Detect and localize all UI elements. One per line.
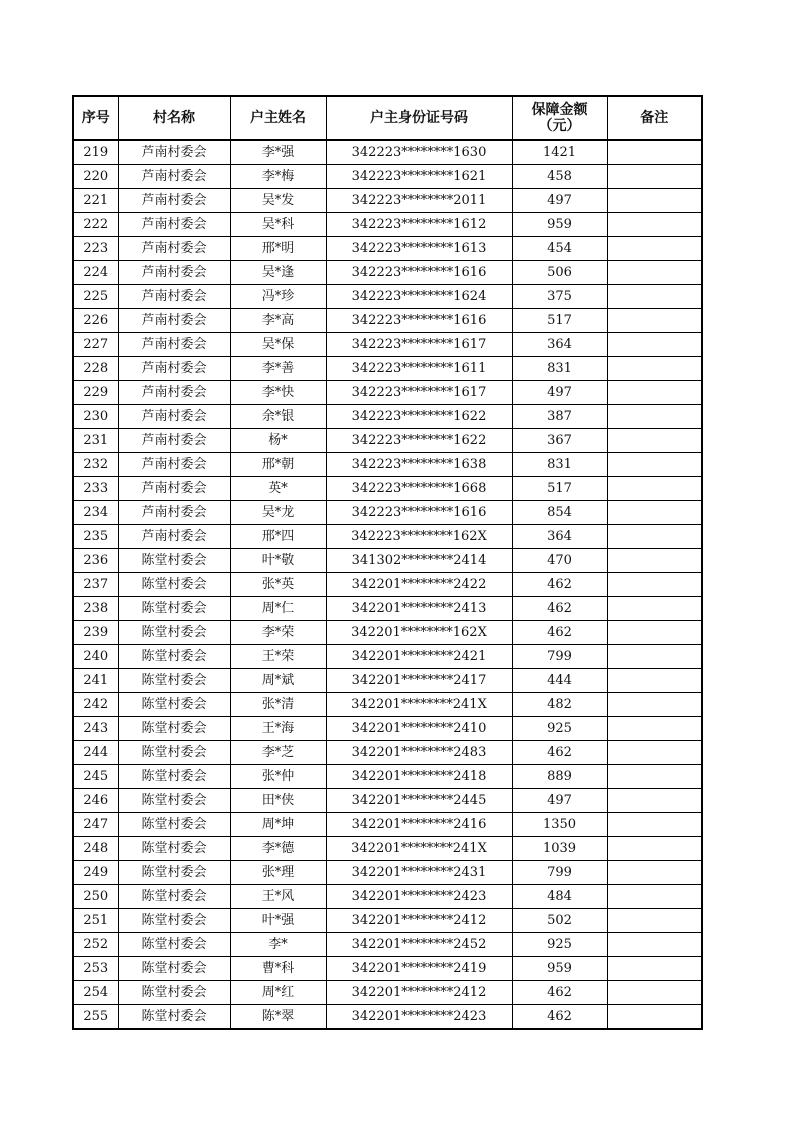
cell-householder: 王*风 [230,885,326,909]
cell-householder: 王*海 [230,717,326,741]
cell-id-number: 342223********1616 [326,261,512,285]
cell-amount: 497 [512,189,607,213]
table-row [73,381,702,405]
cell-householder: 李*善 [230,357,326,381]
cell-amount: 470 [512,549,607,573]
table-row [73,693,702,717]
cell-id-number: 342201********2410 [326,717,512,741]
table-header [73,96,702,140]
cell-seq: 240 [73,645,118,669]
header-remarks: 备注 [607,96,702,140]
cell-id-number: 342201********2452 [326,933,512,957]
cell-id-number: 342201********162X [326,621,512,645]
cell-remark [607,645,702,669]
cell-householder: 吴*龙 [230,501,326,525]
cell-village: 芦南村委会 [118,140,230,165]
cell-householder: 周*红 [230,981,326,1005]
cell-amount: 454 [512,237,607,261]
table-row [73,645,702,669]
cell-id-number: 342201********2419 [326,957,512,981]
cell-amount: 517 [512,309,607,333]
cell-village: 芦南村委会 [118,381,230,405]
cell-amount: 458 [512,165,607,189]
cell-village: 陈堂村委会 [118,645,230,669]
table-row [73,285,702,309]
cell-householder: 叶*强 [230,909,326,933]
cell-amount: 462 [512,597,607,621]
table-row [73,885,702,909]
cell-id-number: 342223********1638 [326,453,512,477]
cell-householder: 李*快 [230,381,326,405]
cell-amount: 506 [512,261,607,285]
cell-village: 芦南村委会 [118,477,230,501]
cell-village: 陈堂村委会 [118,933,230,957]
subsidy-roster-table [72,95,703,1030]
table-row [73,549,702,573]
cell-id-number: 342201********2431 [326,861,512,885]
cell-remark [607,429,702,453]
cell-id-number: 342201********2418 [326,765,512,789]
cell-id-number: 342223********1616 [326,501,512,525]
cell-village: 陈堂村委会 [118,909,230,933]
cell-remark [607,453,702,477]
header-amount [512,96,607,140]
cell-amount: 497 [512,789,607,813]
table-row [73,429,702,453]
cell-village: 芦南村委会 [118,453,230,477]
cell-seq: 230 [73,405,118,429]
cell-seq: 223 [73,237,118,261]
cell-seq: 233 [73,477,118,501]
cell-village: 芦南村委会 [118,429,230,453]
cell-seq: 243 [73,717,118,741]
cell-seq: 229 [73,381,118,405]
cell-seq: 231 [73,429,118,453]
table-row [73,621,702,645]
cell-amount: 959 [512,957,607,981]
cell-householder: 张*理 [230,861,326,885]
table-row [73,717,702,741]
cell-village: 芦南村委会 [118,333,230,357]
cell-id-number: 342223********1612 [326,213,512,237]
cell-remark [607,765,702,789]
cell-id-number: 342223********1630 [326,140,512,165]
cell-id-number: 342223********1622 [326,429,512,453]
cell-amount: 1350 [512,813,607,837]
cell-remark [607,549,702,573]
cell-village: 陈堂村委会 [118,765,230,789]
cell-householder: 田*侠 [230,789,326,813]
cell-seq: 232 [73,453,118,477]
cell-village: 芦南村委会 [118,501,230,525]
table-row [73,789,702,813]
cell-remark [607,285,702,309]
cell-householder: 李*梅 [230,165,326,189]
cell-remark [607,357,702,381]
cell-remark [607,261,702,285]
cell-seq: 249 [73,861,118,885]
cell-remark [607,981,702,1005]
table-row [73,813,702,837]
cell-amount: 444 [512,669,607,693]
cell-village: 芦南村委会 [118,357,230,381]
cell-id-number: 342223********162X [326,525,512,549]
cell-remark [607,813,702,837]
cell-village: 陈堂村委会 [118,957,230,981]
cell-village: 陈堂村委会 [118,1005,230,1030]
table-row [73,405,702,429]
cell-id-number: 342201********2421 [326,645,512,669]
cell-remark [607,837,702,861]
cell-remark [607,501,702,525]
cell-remark [607,693,702,717]
cell-village: 陈堂村委会 [118,693,230,717]
cell-seq: 219 [73,140,118,165]
cell-amount: 462 [512,621,607,645]
cell-amount: 925 [512,717,607,741]
cell-village: 陈堂村委会 [118,837,230,861]
table-row [73,477,702,501]
cell-amount: 462 [512,741,607,765]
cell-amount: 831 [512,357,607,381]
table-row [73,213,702,237]
table-row [73,741,702,765]
cell-householder: 王*荣 [230,645,326,669]
cell-householder: 张*清 [230,693,326,717]
cell-householder: 冯*珍 [230,285,326,309]
cell-seq: 228 [73,357,118,381]
table-row [73,357,702,381]
cell-village: 芦南村委会 [118,237,230,261]
cell-village: 陈堂村委会 [118,981,230,1005]
cell-remark [607,621,702,645]
cell-amount: 497 [512,381,607,405]
table-row [73,501,702,525]
cell-householder: 张*仲 [230,765,326,789]
cell-seq: 246 [73,789,118,813]
cell-village: 陈堂村委会 [118,813,230,837]
cell-seq: 248 [73,837,118,861]
table-row [73,261,702,285]
cell-village: 陈堂村委会 [118,789,230,813]
cell-householder: 杨* [230,429,326,453]
cell-seq: 222 [73,213,118,237]
cell-village: 芦南村委会 [118,405,230,429]
cell-amount: 799 [512,645,607,669]
cell-remark [607,405,702,429]
cell-seq: 224 [73,261,118,285]
cell-remark [607,140,702,165]
cell-village: 陈堂村委会 [118,549,230,573]
cell-seq: 255 [73,1005,118,1030]
cell-amount: 462 [512,573,607,597]
header-row [73,96,702,140]
cell-amount: 831 [512,453,607,477]
cell-village: 芦南村委会 [118,213,230,237]
cell-seq: 220 [73,165,118,189]
table-row [73,453,702,477]
cell-remark [607,165,702,189]
header-householder: 户主姓名 [230,96,326,140]
cell-village: 芦南村委会 [118,285,230,309]
table-row [73,837,702,861]
cell-amount: 364 [512,333,607,357]
cell-amount: 854 [512,501,607,525]
table-row [73,573,702,597]
cell-seq: 225 [73,285,118,309]
cell-householder: 李*高 [230,309,326,333]
header-id-number: 户主身份证号码 [326,96,512,140]
header-village: 村名称 [118,96,230,140]
cell-remark [607,381,702,405]
table-body [73,140,702,1029]
cell-id-number: 342223********1624 [326,285,512,309]
table-row [73,669,702,693]
cell-remark [607,861,702,885]
cell-householder: 李* [230,933,326,957]
table-row [73,333,702,357]
table-row [73,525,702,549]
cell-householder: 叶*敬 [230,549,326,573]
cell-id-number: 342223********1668 [326,477,512,501]
cell-householder: 周*坤 [230,813,326,837]
table-row [73,189,702,213]
cell-village: 芦南村委会 [118,309,230,333]
cell-seq: 252 [73,933,118,957]
cell-amount: 367 [512,429,607,453]
cell-amount: 375 [512,285,607,309]
cell-id-number: 342223********1611 [326,357,512,381]
cell-remark [607,189,702,213]
cell-village: 芦南村委会 [118,189,230,213]
table-row [73,933,702,957]
cell-seq: 253 [73,957,118,981]
cell-id-number: 342201********2423 [326,1005,512,1030]
cell-householder: 周*仁 [230,597,326,621]
cell-amount: 1421 [512,140,607,165]
cell-householder: 余*银 [230,405,326,429]
cell-remark [607,957,702,981]
table-row [73,140,702,165]
cell-amount: 799 [512,861,607,885]
cell-seq: 247 [73,813,118,837]
cell-amount: 889 [512,765,607,789]
cell-village: 芦南村委会 [118,261,230,285]
cell-remark [607,885,702,909]
cell-id-number: 342201********2412 [326,981,512,1005]
table-row [73,861,702,885]
table-row [73,909,702,933]
cell-remark [607,1005,702,1030]
cell-remark [607,477,702,501]
cell-amount: 364 [512,525,607,549]
cell-amount: 387 [512,405,607,429]
table-row [73,237,702,261]
cell-householder: 陈*翠 [230,1005,326,1030]
cell-id-number: 342223********1617 [326,333,512,357]
cell-remark [607,573,702,597]
cell-householder: 吴*科 [230,213,326,237]
cell-amount: 482 [512,693,607,717]
cell-amount: 502 [512,909,607,933]
cell-remark [607,933,702,957]
cell-village: 芦南村委会 [118,165,230,189]
cell-id-number: 342201********2423 [326,885,512,909]
header-seq: 序号 [73,96,118,140]
cell-seq: 235 [73,525,118,549]
cell-village: 陈堂村委会 [118,717,230,741]
table-row [73,1005,702,1030]
cell-village: 陈堂村委会 [118,885,230,909]
cell-remark [607,309,702,333]
cell-remark [607,213,702,237]
cell-amount: 462 [512,1005,607,1030]
table-row [73,165,702,189]
cell-seq: 245 [73,765,118,789]
cell-amount: 1039 [512,837,607,861]
cell-remark [607,237,702,261]
cell-householder: 邢*明 [230,237,326,261]
cell-id-number: 342201********2422 [326,573,512,597]
cell-seq: 221 [73,189,118,213]
cell-seq: 251 [73,909,118,933]
cell-id-number: 342201********2483 [326,741,512,765]
cell-village: 陈堂村委会 [118,573,230,597]
cell-householder: 李*芝 [230,741,326,765]
cell-village: 芦南村委会 [118,525,230,549]
cell-seq: 238 [73,597,118,621]
cell-remark [607,909,702,933]
cell-householder: 吴*发 [230,189,326,213]
cell-householder: 吴*逢 [230,261,326,285]
cell-seq: 237 [73,573,118,597]
cell-seq: 227 [73,333,118,357]
cell-amount: 462 [512,981,607,1005]
cell-village: 陈堂村委会 [118,597,230,621]
cell-id-number: 341302********2414 [326,549,512,573]
table-row [73,957,702,981]
table-row [73,765,702,789]
cell-id-number: 342223********1621 [326,165,512,189]
cell-id-number: 342201********241X [326,837,512,861]
cell-village: 陈堂村委会 [118,861,230,885]
cell-amount: 959 [512,213,607,237]
cell-id-number: 342201********2445 [326,789,512,813]
cell-amount: 925 [512,933,607,957]
cell-id-number: 342223********1616 [326,309,512,333]
cell-amount: 484 [512,885,607,909]
cell-remark [607,741,702,765]
cell-id-number: 342201********2417 [326,669,512,693]
cell-village: 陈堂村委会 [118,741,230,765]
header-amount-line2: （元） [538,118,581,134]
cell-village: 陈堂村委会 [118,621,230,645]
table-row [73,597,702,621]
cell-seq: 239 [73,621,118,645]
cell-remark [607,597,702,621]
cell-id-number: 342201********2416 [326,813,512,837]
table-row [73,309,702,333]
cell-seq: 234 [73,501,118,525]
cell-amount: 517 [512,477,607,501]
cell-householder: 李*荣 [230,621,326,645]
cell-remark [607,525,702,549]
cell-remark [607,333,702,357]
cell-householder: 李*德 [230,837,326,861]
cell-householder: 英* [230,477,326,501]
cell-id-number: 342201********241X [326,693,512,717]
cell-householder: 邢*朝 [230,453,326,477]
cell-remark [607,669,702,693]
cell-householder: 李*强 [230,140,326,165]
cell-id-number: 342223********1617 [326,381,512,405]
cell-id-number: 342223********2011 [326,189,512,213]
cell-householder: 周*斌 [230,669,326,693]
cell-seq: 242 [73,693,118,717]
cell-id-number: 342201********2413 [326,597,512,621]
cell-householder: 邢*四 [230,525,326,549]
cell-id-number: 342223********1613 [326,237,512,261]
cell-village: 陈堂村委会 [118,669,230,693]
cell-seq: 226 [73,309,118,333]
cell-remark [607,717,702,741]
cell-seq: 236 [73,549,118,573]
cell-householder: 张*英 [230,573,326,597]
table-row [73,981,702,1005]
cell-id-number: 342201********2412 [326,909,512,933]
cell-householder: 曹*科 [230,957,326,981]
cell-seq: 244 [73,741,118,765]
cell-householder: 吴*保 [230,333,326,357]
cell-id-number: 342223********1622 [326,405,512,429]
cell-remark [607,789,702,813]
cell-seq: 254 [73,981,118,1005]
header-amount-line1: 保障金额 [531,102,588,118]
cell-seq: 241 [73,669,118,693]
cell-seq: 250 [73,885,118,909]
